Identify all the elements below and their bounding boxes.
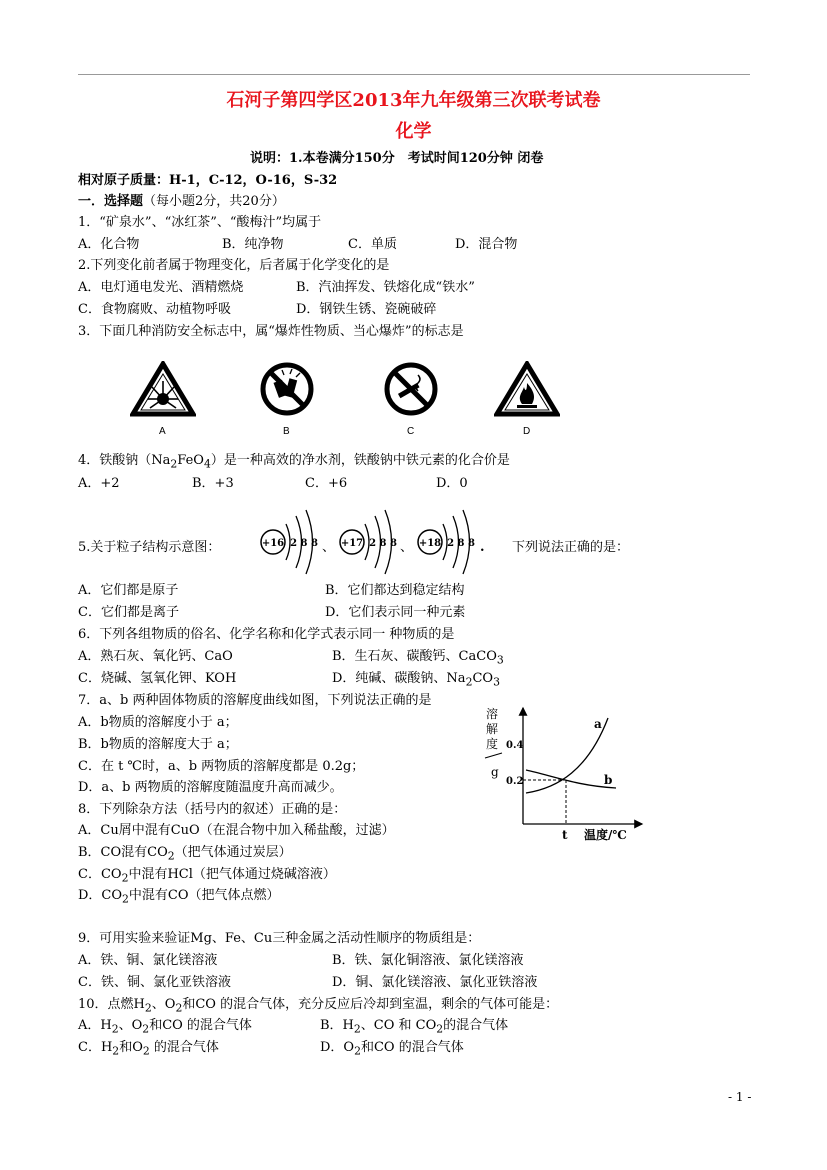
q2-stem: 2.下列变化前者属于物理变化，后者属于化学变化的是 — [78, 258, 390, 273]
sign-label-a: A — [159, 426, 166, 437]
q4-option-c: C．+6 — [305, 476, 348, 491]
q6-option-b: B．生石灰、碳酸钙、CaCO$_3$ — [332, 649, 504, 667]
q6-option-d: D．纯碱、碳酸钠、$Na_2CO_3$ — [332, 671, 500, 689]
q1-stem: 1．“矿泉水”、“冰红茶”、“酸梅汁”均属于 — [78, 215, 322, 230]
solubility-graph — [478, 700, 648, 846]
instructions: 说明：1.本卷满分150分 考试时间120分钟 闭卷 — [250, 151, 544, 166]
q5-tail: 下列说法正确的是： — [512, 540, 630, 555]
q1-option-a: A．化合物 — [78, 237, 140, 252]
q4-stem: 4．铁酸钠$(Na_2FeO_4)$是一种高效的净水剂，铁酸钠中铁元素的化合价是 — [78, 453, 510, 471]
q9-option-c: C．铁、铜、氯化亚铁溶液 — [78, 975, 231, 990]
graph-tick-0.4: 0.4 — [506, 740, 524, 751]
page-title: 石河子第四学区2013年九年级第三次联考试卷 — [226, 90, 601, 111]
atom-3-shells: 2 8 8 — [447, 538, 475, 549]
flammable-warning-icon — [494, 361, 560, 417]
section-heading: 一．选择题（每小题2分，共20分） — [78, 194, 285, 209]
q9-option-d: D．铜、氯化镁溶液、氯化亚铁溶液 — [332, 975, 538, 990]
q2-option-a: A．电灯通电发光、酒精燃烧 — [78, 280, 244, 295]
atom-3-nucleus: +18 — [418, 538, 442, 549]
q4-option-b: B．+3 — [192, 476, 234, 491]
q1-option-c: C．单质 — [348, 237, 397, 252]
q4-option-a: A．+2 — [78, 476, 120, 491]
q2-option-b: B．汽油挥发、铁熔化成“铁水” — [296, 280, 475, 295]
atom-1-nucleus: +16 — [261, 538, 285, 549]
q3-stem: 3．下面几种消防安全标志中，属“爆炸性物质、当心爆炸”的标志是 — [78, 324, 464, 339]
q6-option-a: A．熟石灰、氧化钙、CaO — [78, 649, 233, 664]
q2-option-d: D．钢铁生锈、瓷碗破碎 — [296, 302, 437, 317]
q5-option-c: C．它们都是离子 — [78, 605, 179, 620]
curve-b-label: b — [604, 773, 613, 787]
q8-option-c: C．$CO_2$中混有HCl（把气体通过烧碱溶液） — [78, 867, 336, 885]
atom-diagram-3 — [413, 506, 477, 582]
q10-option-c: C．$H_2$和$O_2$ 的混合气体 — [78, 1040, 219, 1058]
q7-option-d: D．a、b 两物质的溶解度随温度升高而减少。 — [78, 780, 343, 795]
q10-option-a: A．$H_2$、$O_2$和CO 的混合气体 — [78, 1018, 252, 1036]
atom-2-shells: 2 8 8 — [369, 538, 397, 549]
graph-xlabel: 温度/℃ — [584, 828, 627, 842]
q5-separator-2: 、 — [400, 540, 414, 555]
atom-2-nucleus: +17 — [340, 538, 364, 549]
q5-end-mark: . — [480, 540, 485, 555]
q1-option-d: D．混合物 — [455, 237, 518, 252]
q9-option-a: A．铁、铜、氯化镁溶液 — [78, 953, 218, 968]
header-rule — [78, 74, 750, 75]
q6-stem: 6．下列各组物质的俗名、化学名称和化学式表示同一 种物质的是 — [78, 627, 455, 642]
atom-diagram-1 — [256, 506, 320, 582]
q7-option-b: B．b物质的溶解度大于 a； — [78, 737, 238, 752]
sign-label-c: C — [407, 426, 415, 437]
q5-option-b: B．它们都达到稳定结构 — [325, 583, 465, 598]
q8-stem: 8．下列除杂方法（括号内的叙述）正确的是： — [78, 802, 347, 817]
sign-label-b: B — [283, 426, 290, 437]
q6-option-c: C．烧碱、氢氧化钾、KOH — [78, 671, 237, 686]
graph-t-label: t — [562, 828, 568, 842]
q10-option-d: D．$O_2$和CO 的混合气体 — [320, 1040, 464, 1058]
graph-tick-0.2: 0.2 — [506, 776, 524, 787]
no-fireworks-icon — [254, 361, 320, 417]
q9-stem: 9．可用实验来验证Mg、Fe、Cu三种金属之活动性顺序的物质组是： — [78, 931, 481, 946]
explosive-warning-icon — [130, 361, 196, 417]
q7-option-a: A．b物质的溶解度小于 a； — [78, 715, 238, 730]
q9-option-b: B．铁、氯化铜溶液、氯化镁溶液 — [332, 953, 524, 968]
q7-stem: 7．a、b 两种固体物质的溶解度曲线如图，下列说法正确的是 — [78, 693, 432, 708]
q5-option-d: D．它们表示同一种元素 — [325, 605, 466, 620]
q10-option-b: B．$H_2$、CO 和 $CO_2$的混合气体 — [320, 1018, 509, 1036]
q8-option-b: B．CO混有$CO_2$（把气体通过炭层） — [78, 845, 292, 863]
q5-option-a: A．它们都是原子 — [78, 583, 179, 598]
q1-option-b: B．纯净物 — [222, 237, 284, 252]
q10-stem: 10．点燃$H_2$、$O_2$和CO 的混合气体，充分反应后冷却到室温，剩余的气体可能是： — [78, 997, 559, 1015]
q7-option-c: C．在 t ℃时，a、b 两物质的溶解度都是 0.2g； — [78, 759, 365, 774]
atom-diagram-2 — [335, 506, 399, 582]
graph-ylabel-3: 度 — [486, 737, 499, 751]
q8-option-d: D．$CO_2$中混有CO（把气体点燃） — [78, 888, 280, 906]
sign-label-d: D — [523, 426, 531, 437]
graph-ylabel-2: 解 — [486, 722, 499, 736]
q4-option-d: D．0 — [436, 476, 468, 491]
q8-option-a: A．Cu屑中混有CuO（在混合物中加入稀盐酸，过滤） — [78, 823, 395, 838]
atom-1-shells: 2 8 8 — [290, 538, 318, 549]
curve-a-label: a — [594, 717, 602, 731]
subject-title: 化学 — [395, 121, 432, 142]
graph-yunit: g — [491, 765, 499, 779]
q5-stem: 5.关于粒子结构示意图： — [78, 540, 221, 555]
atomic-mass: 相对原子质量：H-1，C-12，O-16，S-32 — [78, 173, 338, 188]
page-number: - 1 - — [728, 1090, 752, 1104]
q5-separator-1: 、 — [322, 540, 336, 555]
graph-ylabel-1: 溶 — [486, 707, 499, 721]
no-smoking-icon — [378, 361, 444, 417]
q2-option-c: C．食物腐败、动植物呼吸 — [78, 302, 231, 317]
